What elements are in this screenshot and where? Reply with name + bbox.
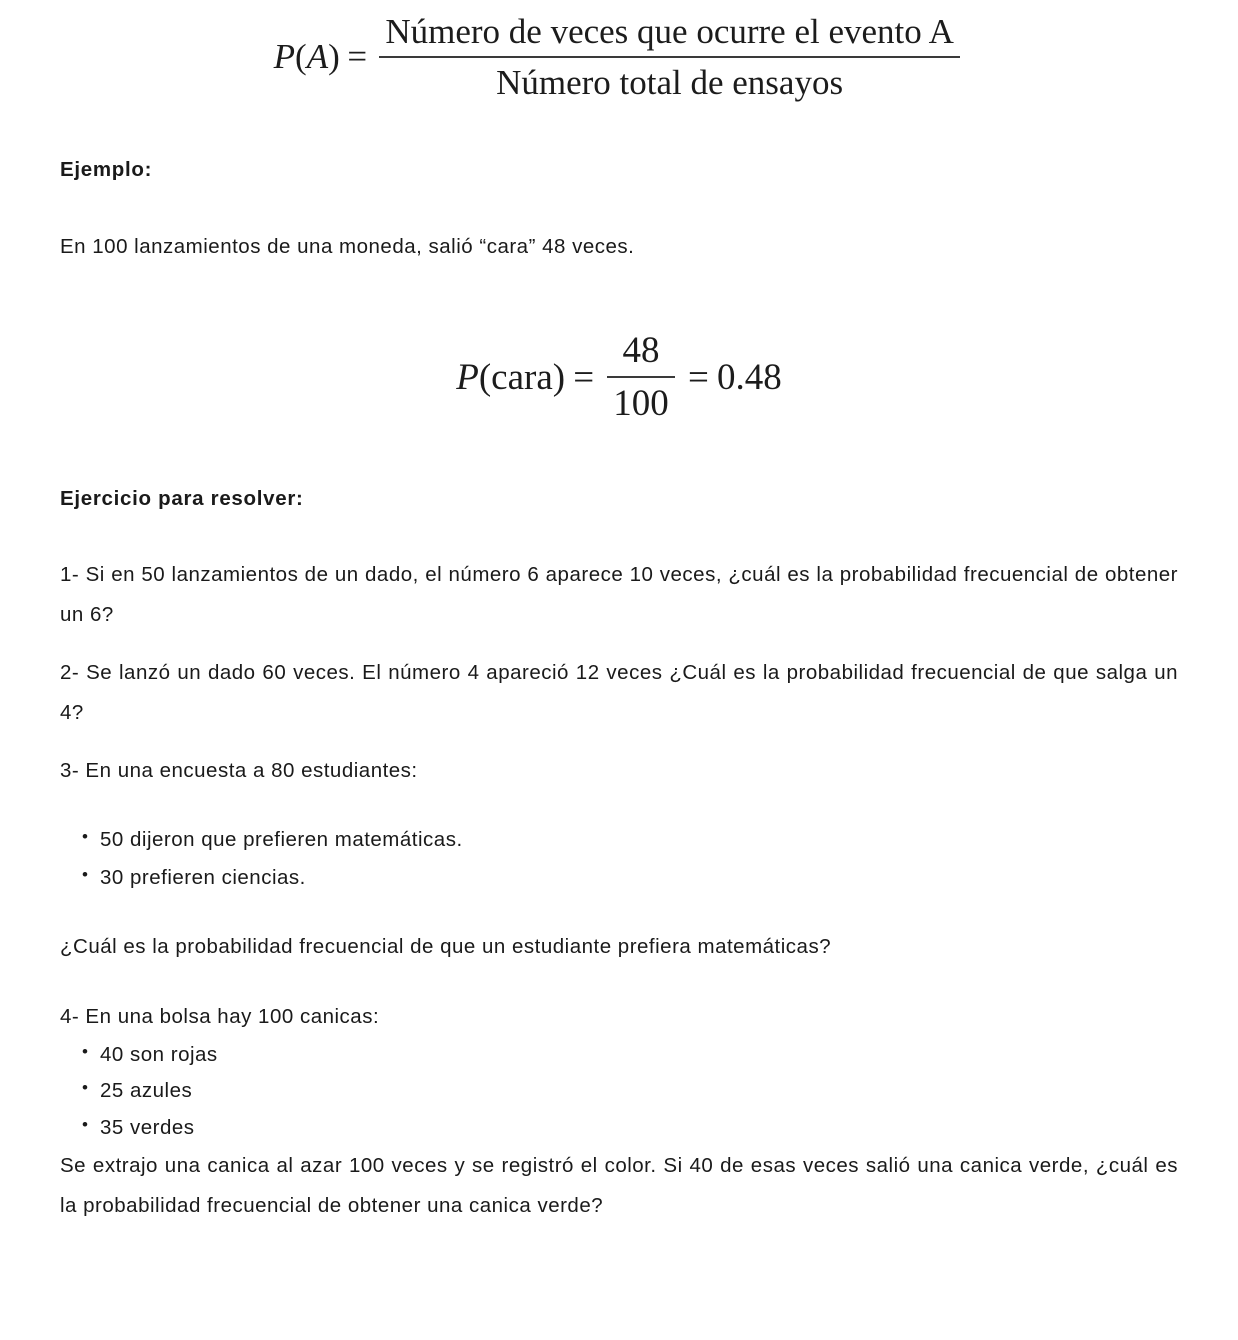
- formula-example-denominator: 100: [613, 383, 669, 425]
- ejercicio-3-pregunta: ¿Cuál es la probabilidad frecuencial de que un estudiante prefiera matemáticas?: [60, 934, 832, 958]
- list-item: • 40 son rojas: [60, 1037, 1178, 1073]
- formula-example-event: cara: [491, 356, 553, 398]
- document-body: [60, 0, 1178, 1226]
- ejemplo-heading: Ejemplo:: [60, 158, 153, 181]
- formula-example-variable: P: [456, 356, 479, 398]
- formula-example-paren-close: ): [552, 356, 566, 398]
- list-item: • 30 prefieren ciencias.: [60, 859, 1178, 897]
- ejercicios-heading: Ejercicio para resolver:: [60, 486, 304, 510]
- ejercicio-4: 4- En una bolsa hay 100 canicas:: [60, 1004, 380, 1028]
- ejercicio-3: 3- En una encuesta a 80 estudiantes:: [60, 759, 418, 783]
- formula-main-event: A: [306, 37, 329, 77]
- ejercicio-4-pregunta: Se extrajo una canica al azar 100 veces y se registró el color. Si 40 de esas veces salió una canica verde, ¿cuál es la probabilidad frecuencial de obtener una canica verde?: [60, 1154, 1178, 1218]
- formula-main-paren-close: ): [328, 37, 340, 77]
- ejercicio-4-lista: [60, 1037, 1178, 1146]
- list-item: • 25 azules: [60, 1073, 1178, 1109]
- formula-main-equals: =: [347, 37, 368, 77]
- ejercicio-1: 1- Si en 50 lanzamientos de un dado, el número 6 aparece 10 veces, ¿cuál es la probabilidad frecuencial de obtener un 6?: [60, 563, 1178, 627]
- formula-main-variable: P: [273, 37, 296, 77]
- ejemplo-enunciado: En 100 lanzamientos de una moneda, salió “cara” 48 veces.: [60, 234, 635, 258]
- ejercicio-2: 2- Se lanzó un dado 60 veces. El número 4 apareció 12 veces ¿Cuál es la probabilidad frecuencial de que salga un 4?: [60, 661, 1178, 725]
- formula-example-numerator: 48: [622, 330, 660, 371]
- formula-main-numerator: Número de veces que ocurre el evento A: [385, 12, 954, 51]
- list-item: • 35 verdes: [60, 1110, 1178, 1146]
- ejercicio-3-lista: [60, 821, 1178, 897]
- list-item: • 50 dijeron que prefieren matemáticas.: [60, 821, 1178, 859]
- formula-main-denominator: Número total de ensayos: [496, 63, 844, 103]
- formula-example-result: 0.48: [717, 356, 782, 398]
- formula-main-paren-open: (: [295, 37, 307, 77]
- formula-example-paren-open: (: [478, 356, 492, 398]
- formula-example-equals-second: =: [688, 356, 709, 398]
- formula-example-equals-first: =: [573, 356, 595, 398]
